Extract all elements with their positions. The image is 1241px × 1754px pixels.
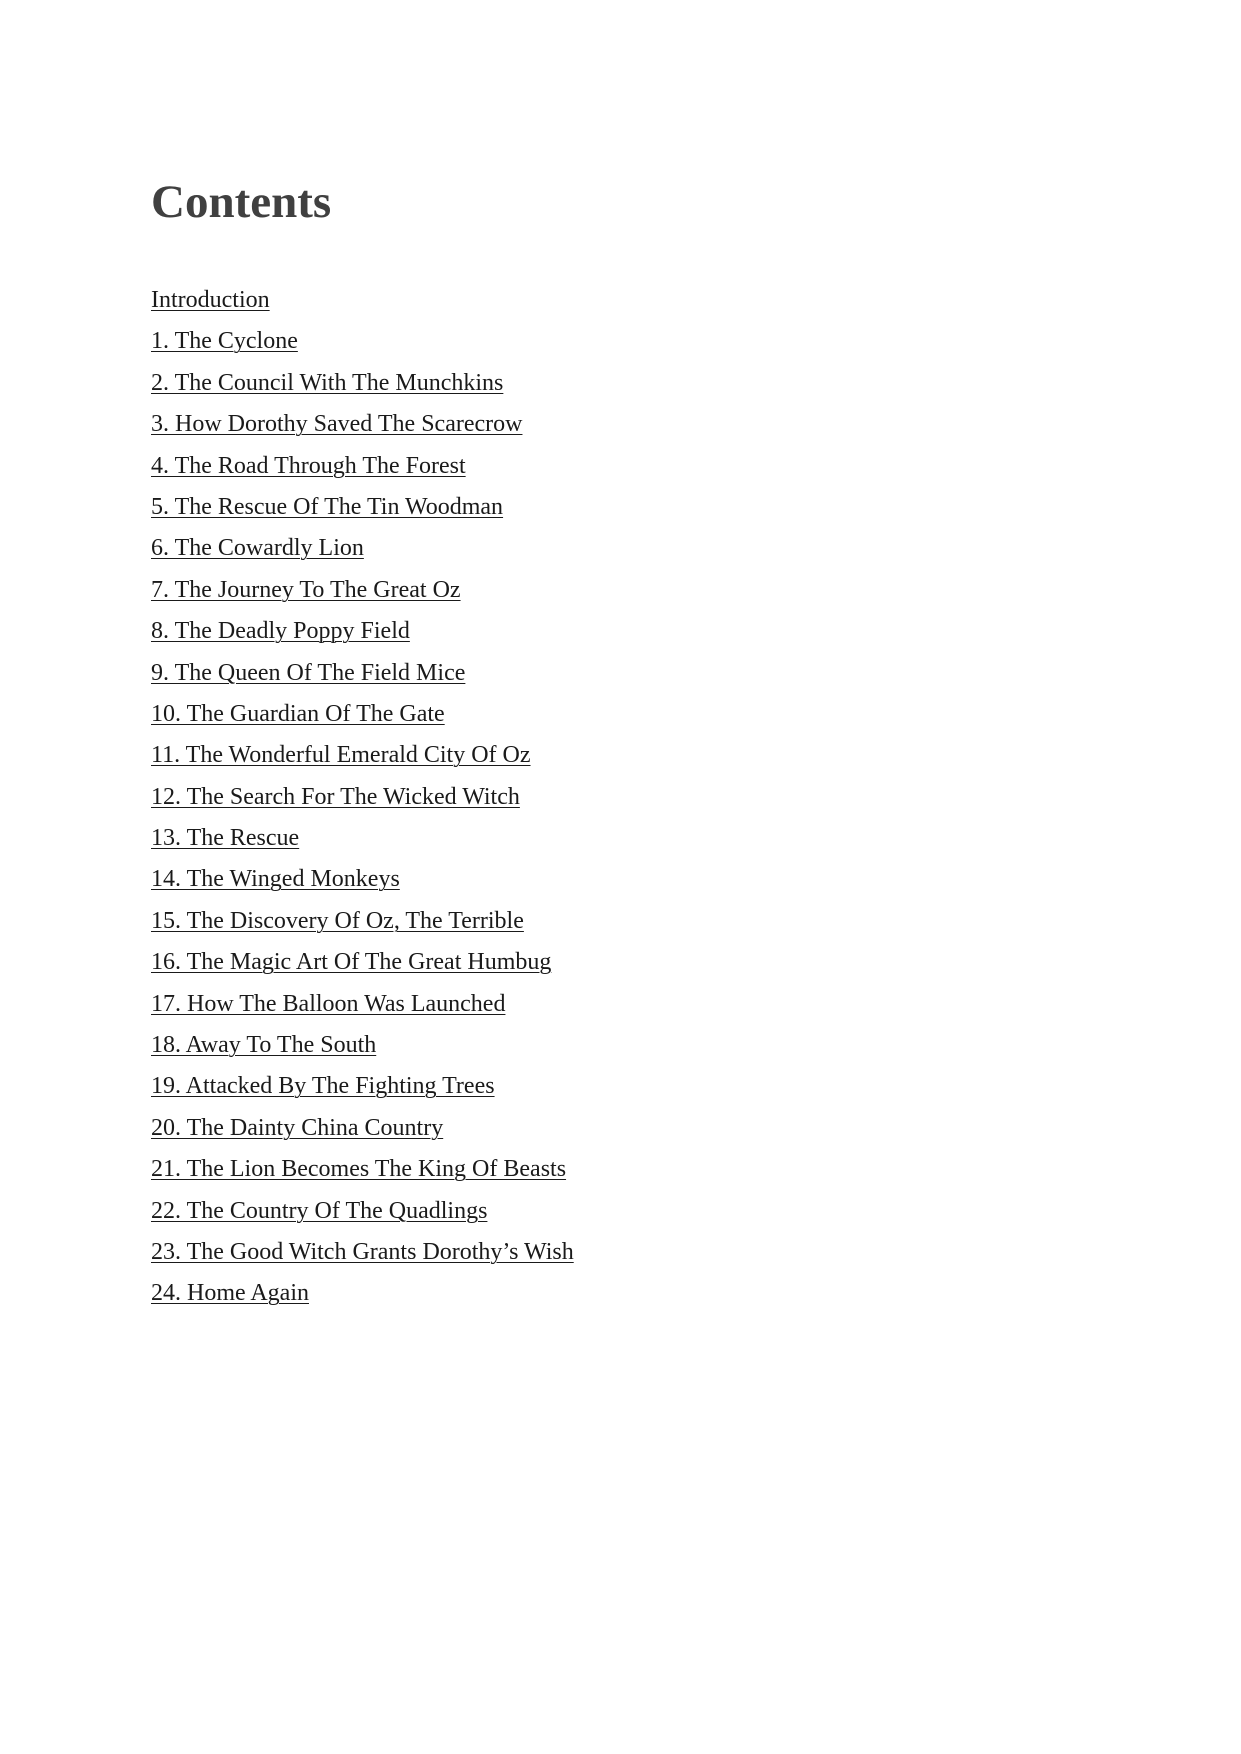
toc-link-chapter-23[interactable]: 23. The Good Witch Grants Dorothy’s Wish [151,1238,574,1265]
toc-link-chapter-22[interactable]: 22. The Country Of The Quadlings [151,1197,488,1224]
toc-item-chapter-21 [151,1149,574,1190]
toc-link-chapter-8[interactable]: 8. The Deadly Poppy Field [151,618,410,645]
toc-item-chapter-19 [151,1066,574,1107]
toc-item-chapter-1 [151,321,574,362]
toc-link-chapter-13[interactable]: 13. The Rescue [151,825,300,852]
toc-item-chapter-16 [151,942,574,983]
toc-link-chapter-12[interactable]: 12. The Search For The Wicked Witch [151,783,520,810]
toc-item-chapter-24 [151,1273,574,1314]
toc-item-chapter-4 [151,446,574,487]
toc-link-chapter-18[interactable]: 18. Away To The South [151,1032,377,1059]
toc-link-introduction[interactable]: Introduction [151,287,270,313]
toc-item-chapter-11 [151,735,574,776]
toc-link-chapter-24[interactable]: 24. Home Again [151,1280,309,1307]
toc-link-chapter-11[interactable]: 11. The Wonderful Emerald City Of Oz [151,742,531,769]
toc-link-chapter-20[interactable]: 20. The Dainty China Country [151,1114,444,1141]
toc-item-chapter-13 [151,818,574,859]
toc-link-chapter-6[interactable]: 6. The Cowardly Lion [151,535,364,562]
toc-item-introduction [151,280,574,321]
toc-link-chapter-16[interactable]: 16. The Magic Art Of The Great Humbug [151,949,552,976]
toc-item-chapter-15 [151,901,574,942]
toc-item-chapter-14 [151,859,574,900]
toc-item-chapter-2 [151,363,574,404]
page-title: Contents [151,176,332,228]
toc-item-chapter-18 [151,1025,574,1066]
toc-link-chapter-14[interactable]: 14. The Winged Monkeys [151,866,400,893]
toc-link-chapter-19[interactable]: 19. Attacked By The Fighting Trees [151,1073,495,1100]
toc-link-chapter-10[interactable]: 10. The Guardian Of The Gate [151,700,445,727]
toc-link-chapter-17[interactable]: 17. How The Balloon Was Launched [151,990,506,1017]
toc-link-chapter-4[interactable]: 4. The Road Through The Forest [151,452,466,479]
toc-item-chapter-12 [151,777,574,818]
toc-item-chapter-10 [151,694,574,735]
toc-link-chapter-7[interactable]: 7. The Journey To The Great Oz [151,576,461,603]
toc-item-chapter-9 [151,653,574,694]
toc-item-chapter-22 [151,1191,574,1232]
toc-link-chapter-1[interactable]: 1. The Cyclone [151,328,298,355]
toc-link-chapter-9[interactable]: 9. The Queen Of The Field Mice [151,659,466,686]
toc-item-chapter-5 [151,487,574,528]
toc-item-chapter-6 [151,528,574,569]
toc-link-chapter-21[interactable]: 21. The Lion Becomes The King Of Beasts [151,1156,567,1183]
toc-item-chapter-8 [151,611,574,652]
toc-item-chapter-17 [151,984,574,1025]
toc-link-chapter-5[interactable]: 5. The Rescue Of The Tin Woodman [151,493,504,520]
toc-item-chapter-7 [151,570,574,611]
toc-link-chapter-2[interactable]: 2. The Council With The Munchkins [151,369,504,396]
table-of-contents [151,280,574,1315]
toc-item-chapter-23 [151,1232,574,1273]
toc-link-chapter-3[interactable]: 3. How Dorothy Saved The Scarecrow [151,411,523,438]
toc-item-chapter-3 [151,404,574,445]
toc-item-chapter-20 [151,1108,574,1149]
toc-link-chapter-15[interactable]: 15. The Discovery Of Oz, The Terrible [151,907,524,934]
